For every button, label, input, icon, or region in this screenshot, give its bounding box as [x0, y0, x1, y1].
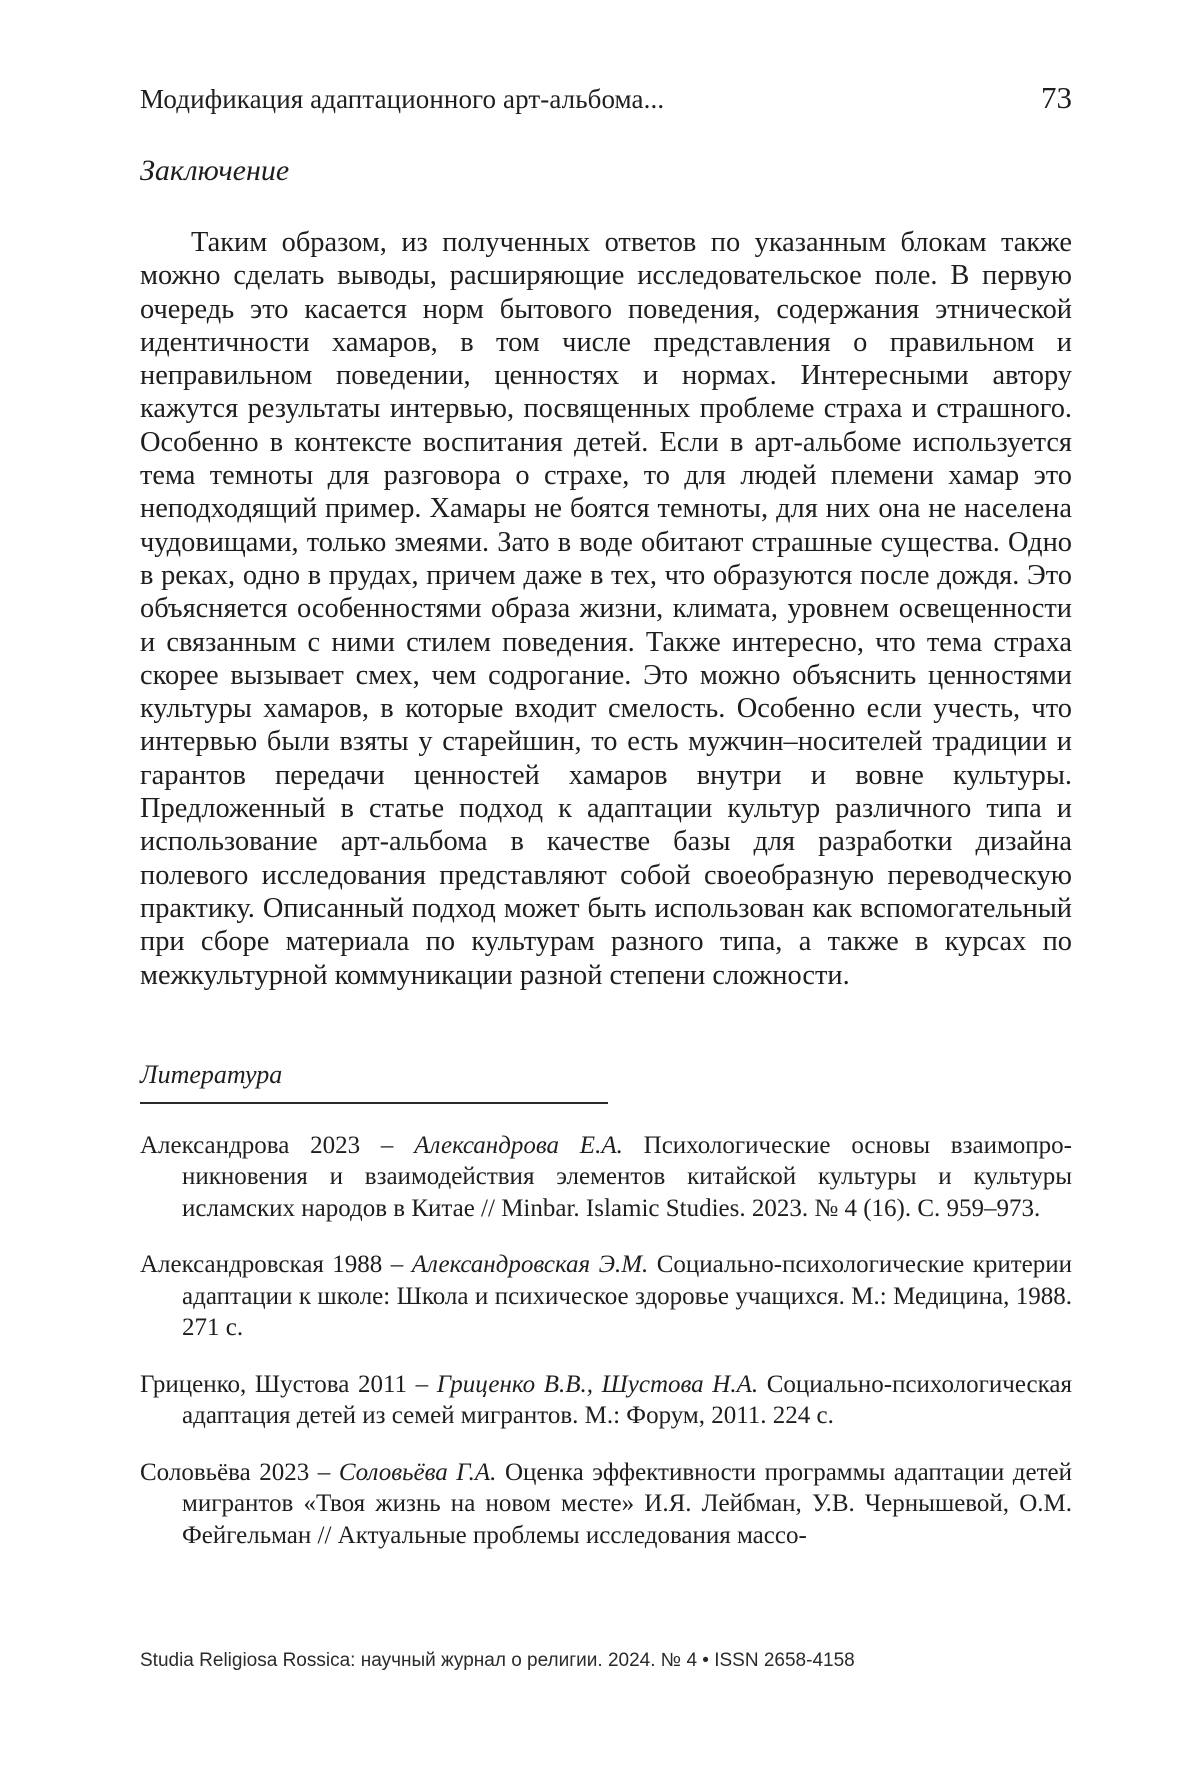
reference-key: Соловьёва 2023 –	[140, 1458, 339, 1486]
page-number: 73	[1041, 80, 1072, 115]
reference-text: Оценка эффективности программы адаптации детей мигрантов «Твоя жизнь на новом месте» И.Я. Лейбман, У.В. Чернышевой, О.М. Фейгельман // Актуальные проблемы исследования массо-	[182, 1458, 1072, 1549]
page-content	[140, 80, 1072, 1559]
reference-text: Социально-психологические критерии адаптации к школе: Школа и психическое здоровье учащихся. М.: Медицина, 1988. 271 с.	[182, 1251, 1073, 1342]
journal-footer: Studia Religiosa Rossica: научный журнал о религии. 2024. № 4 • ISSN 2658-4158	[140, 1650, 855, 1671]
running-header	[140, 80, 1072, 130]
conclusion-paragraph: Таким образом, из полученных ответов по указанным блокам также можно сделать выводы, расширяющие исследовательское поле. В первую очередь это касается норм бытового поведения, содержания этнической идентичности хамаров, в том числе представления о правильном и неправильном поведении, ценностях и нормах. Интересными автору кажутся результаты интервью, посвященных проблеме страха и страшного. Особенно в контексте воспитания детей. Если в арт-альбоме используется тема темноты для разговора о страхе, то для людей племени хамар это неподходящий пример. Хамары не боятся темноты, для них она не населена чудовищами, только змеями. Зато в воде обитают страшные существа. Одно в реках, одно в прудах, причем даже в тех, что образуются после дождя. Это объясняется особенностями образа жизни, климата, уровнем освещенности и связанным с ними стилем поведения. Также интересно, что тема страха скорее вызывает смех, чем содрогание. Это можно объяснить ценностями культуры хамаров, в которые входит смелость. Особенно если учесть, что интервью были взяты у старейшин, то есть мужчин–носителей традиции и гарантов передачи ценностей хамаров внутри и вовне культуры. Предложенный в статье подход к адаптации культур различного типа и использование арт-альбома в качестве базы для разработки дизайна полевого исследования представляют собой своеобразную переводческую практику. Описанный подход может быть использован как вспомогательный при сборе материала по культурам разного типа, а также в курсах по межкультурной коммуникации разной степени сложности.	[140, 227, 1072, 991]
reference-authors: Соловьёва Г.А.	[338, 1458, 497, 1486]
conclusion-heading: Заключение	[140, 154, 290, 187]
reference-text: Социально-психологическая адаптация детей из семей мигрантов. М.: Форум, 2011. 224 с.	[182, 1370, 1073, 1430]
literature-heading: Литература	[140, 1060, 608, 1104]
reference-authors: Александрова Е.А.	[414, 1131, 623, 1159]
reference-list	[140, 1130, 1072, 1552]
reference-item	[140, 1249, 1072, 1344]
running-title: Модификация адаптационного арт-альбома...	[140, 84, 665, 114]
reference-key: Александровская 1988 –	[140, 1251, 412, 1279]
reference-item	[140, 1457, 1072, 1552]
reference-text: Психологические основы взаимопроникновения и взаимодействия элементов китайской культуры и культуры исламских народов в Китае // Minbar. Islamic Studies. 2023. № 4 (16). С. 959–973.	[182, 1131, 1072, 1222]
reference-item	[140, 1369, 1072, 1432]
reference-key: Александрова 2023 –	[140, 1131, 415, 1159]
reference-authors: Александровская Э.М.	[411, 1251, 649, 1279]
reference-key: Гриценко, Шустова 2011 –	[140, 1370, 437, 1398]
reference-authors: Гриценко В.В., Шустова Н.А.	[436, 1370, 759, 1398]
reference-item	[140, 1130, 1072, 1225]
